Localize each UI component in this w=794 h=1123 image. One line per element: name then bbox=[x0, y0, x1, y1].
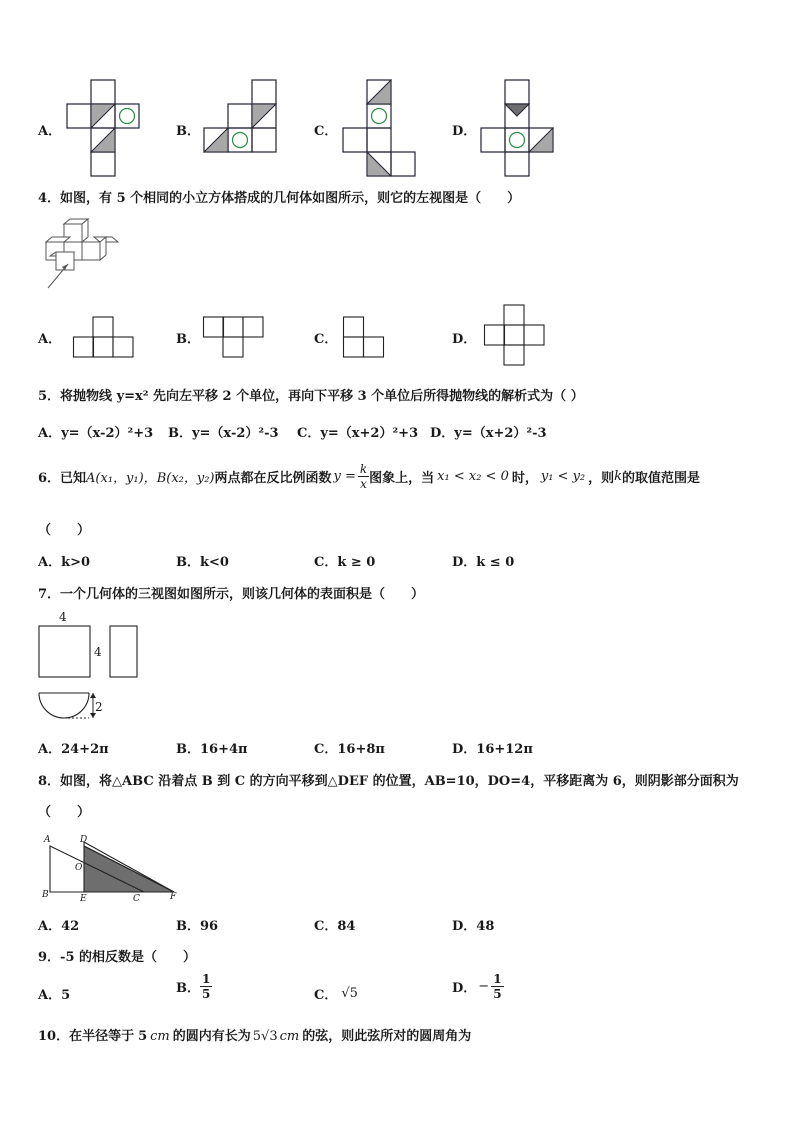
q8-option-d: D．48 bbox=[452, 919, 495, 934]
q3-option-d-letter: D． bbox=[452, 124, 477, 139]
q8-label-c: C bbox=[133, 894, 140, 904]
q5-stem: 5．将抛物线 y=x² 先向左平移 2 个单位，再向下平移 3 个单位后所得抛物线的解析式为（ ） bbox=[38, 389, 584, 404]
q9-option-b-fraction bbox=[200, 972, 212, 1001]
q6-func-den: x bbox=[360, 477, 367, 491]
q7-top-view-semicircle bbox=[38, 691, 100, 723]
q10-stem bbox=[38, 1025, 471, 1044]
q6-func-lhs: y = bbox=[333, 469, 356, 484]
q6-mid1: 两点都在反比例函数 bbox=[214, 471, 332, 486]
q10-chord: 5√3 bbox=[252, 1029, 278, 1044]
q3-option-b-figure bbox=[203, 78, 279, 178]
q6-suffix: 的取值范围是 bbox=[622, 471, 701, 486]
q6-var: k bbox=[614, 469, 623, 484]
q4-option-a-figure bbox=[73, 316, 135, 358]
q7-option-d: D．16+12π bbox=[452, 742, 533, 757]
q8-label-o: O bbox=[75, 863, 83, 873]
q10-part3: 的弦，则此弦所对的圆周角为 bbox=[302, 1029, 472, 1044]
q3-option-a-letter: A． bbox=[38, 124, 62, 139]
q6-cond1: x₁ < x₂ < 0 bbox=[437, 469, 509, 484]
q7-stem: 7．一个几何体的三视图如图所示，则该几何体的表面积是（ ） bbox=[38, 587, 425, 602]
q9-option-b-num: 1 bbox=[202, 972, 211, 986]
q9-option-b-den: 5 bbox=[202, 987, 211, 1001]
q4-option-d-figure bbox=[484, 304, 546, 366]
q6-prefix: 6．已知 bbox=[38, 471, 87, 486]
q4-option-c-figure bbox=[343, 316, 385, 358]
q6-cond2: y₁ < y₂ bbox=[540, 469, 586, 484]
q9-option-d-sign: − bbox=[478, 979, 490, 994]
q10-radius: 5 bbox=[138, 1029, 148, 1044]
q8-label-d: D bbox=[80, 835, 88, 845]
q8-label-e: E bbox=[80, 894, 87, 904]
q6-option-a: A．k>0 bbox=[38, 555, 91, 570]
q9-option-d bbox=[452, 972, 504, 1001]
q6-mid2: 图象上，当 bbox=[369, 471, 435, 486]
q7-front-view bbox=[38, 625, 92, 679]
q8-option-b: B．96 bbox=[176, 919, 219, 934]
q8-paren: （ ） bbox=[38, 805, 91, 820]
q6-option-c: C．k ≥ 0 bbox=[314, 555, 376, 570]
q6-mid4: ，则 bbox=[588, 471, 615, 486]
q9-stem: 9．-5 的相反数是（ ） bbox=[38, 950, 197, 965]
q6-stem bbox=[38, 462, 700, 491]
q9-option-b-letter: B． bbox=[176, 981, 200, 996]
q4-option-b-letter: B． bbox=[176, 332, 200, 347]
q10-part2: 的圆内有长为 bbox=[172, 1029, 251, 1044]
q7-label-right: 2 bbox=[95, 700, 103, 714]
q5-option-c: C．y=（x+2）²+3 bbox=[297, 426, 419, 441]
q4-option-d-letter: D． bbox=[452, 332, 477, 347]
q9-option-c bbox=[314, 984, 358, 1003]
q5-option-a: A．y=（x-2）²+3 bbox=[38, 426, 154, 441]
q7-option-c: C．16+8π bbox=[314, 742, 385, 757]
q8-figure-triangles bbox=[38, 832, 188, 910]
q10-unit1: cm bbox=[150, 1029, 170, 1044]
q10-part1: 10．在半径等于 bbox=[38, 1029, 135, 1044]
q3-option-c-letter: C． bbox=[314, 124, 338, 139]
q8-stem: 8．如图，将△ABC 沿着点 B 到 C 的方向平移到△DEF 的位置，AB=10，DO=4，平移距离为 6，则阴影部分面积为 bbox=[38, 774, 739, 789]
q3-option-a-figure bbox=[66, 78, 142, 178]
q3-option-b-letter: B． bbox=[176, 124, 200, 139]
q7-option-b: B．16+4π bbox=[176, 742, 248, 757]
q8-label-b: B bbox=[42, 890, 49, 900]
q7-label-top: 4 bbox=[59, 610, 67, 624]
q5-option-b: B．y=（x-2）²-3 bbox=[168, 426, 279, 441]
q6-paren: （ ） bbox=[38, 523, 91, 538]
q7-side-view bbox=[109, 625, 139, 679]
q9-option-d-num: 1 bbox=[493, 972, 502, 986]
q8-option-c: C．84 bbox=[314, 919, 356, 934]
q4-figure-cubes bbox=[38, 218, 118, 290]
q4-option-a-letter: A． bbox=[38, 332, 62, 347]
q3-option-d-figure bbox=[480, 78, 556, 178]
q6-point-b: B(x₂，y₂) bbox=[156, 471, 215, 486]
q9-option-d-den: 5 bbox=[493, 987, 502, 1001]
q6-func-fraction bbox=[358, 462, 369, 491]
q8-option-a: A．42 bbox=[38, 919, 80, 934]
q4-option-c-letter: C． bbox=[314, 332, 338, 347]
q6-option-b: B．k<0 bbox=[176, 555, 229, 570]
q6-func-num: k bbox=[359, 462, 368, 476]
q4-stem: 4．如图，有 5 个相同的小立方体搭成的几何体如图所示，则它的左视图是（ ） bbox=[38, 191, 521, 206]
q6-option-d: D．k ≤ 0 bbox=[452, 555, 515, 570]
q9-option-d-fraction bbox=[491, 972, 503, 1001]
q7-option-a: A．24+2π bbox=[38, 742, 109, 757]
q7-label-side: 4 bbox=[94, 645, 102, 659]
q9-option-c-letter: C． bbox=[314, 988, 338, 1003]
q10-unit2: cm bbox=[279, 1029, 300, 1044]
q9-option-b bbox=[176, 972, 212, 1001]
q3-option-c-figure bbox=[342, 78, 418, 178]
q9-option-c-value: √5 bbox=[341, 986, 358, 1001]
q8-label-a: A bbox=[44, 835, 51, 845]
q5-option-d: D．y=（x+2）²-3 bbox=[430, 426, 547, 441]
q9-option-d-letter: D． bbox=[452, 981, 477, 996]
q6-mid3: 时， bbox=[511, 471, 538, 486]
q6-point-a: A(x₁，y₁)， bbox=[86, 471, 157, 486]
q9-option-a: A．5 bbox=[38, 988, 71, 1003]
q4-option-b-figure bbox=[203, 316, 265, 358]
q8-label-f: F bbox=[170, 892, 177, 902]
